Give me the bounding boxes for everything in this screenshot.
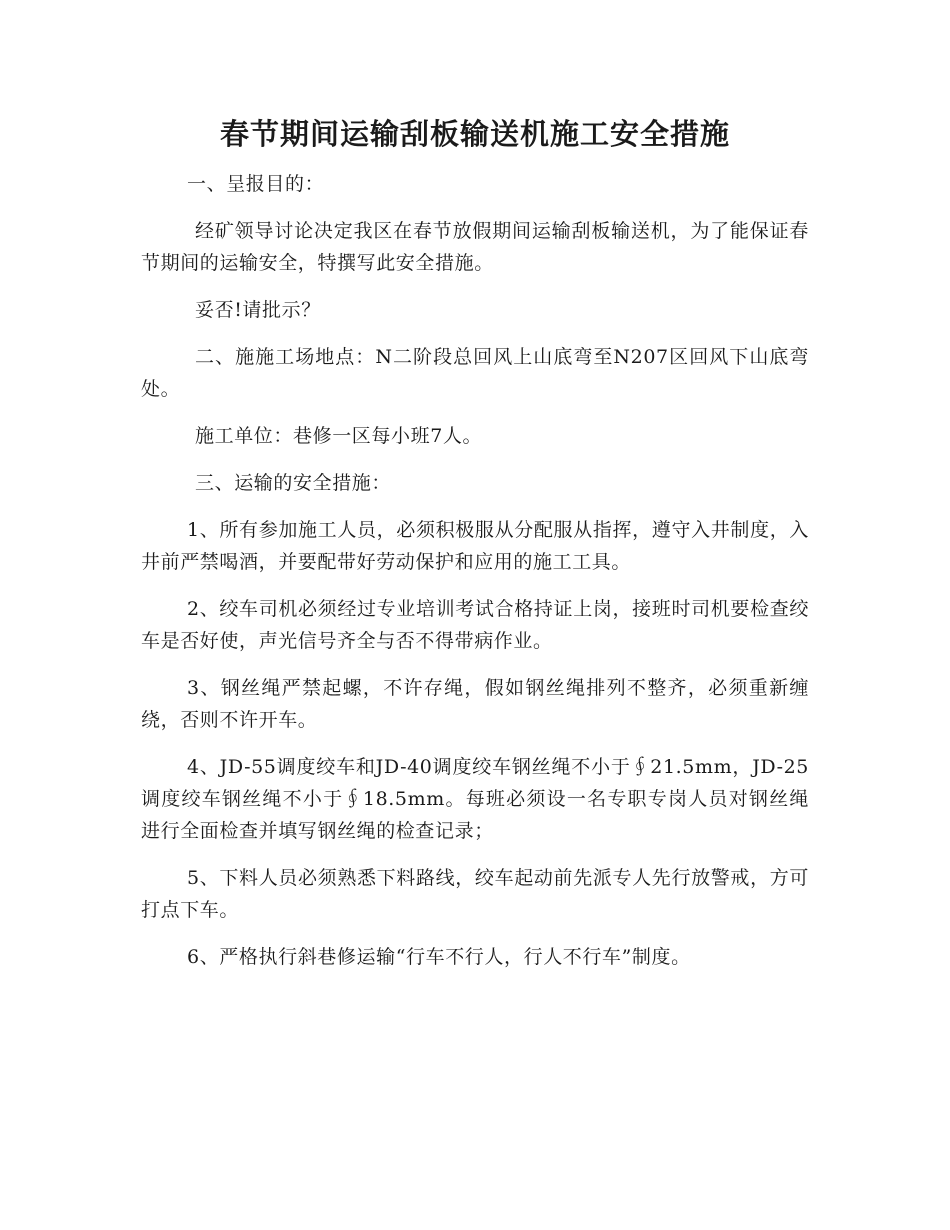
section-heading-location: 二、施施工场地点：N二阶段总回风上山底弯至N207区回风下山底弯处。 <box>141 346 809 400</box>
paragraph-approval-request: 妥否!请批示？ <box>195 299 321 321</box>
measure-item-1: 1、所有参加施工人员，必须积极服从分配服从指挥，遵守入井制度，入井前严禁喝酒，并要配带好劳动保护和应用的施工工具。 <box>141 519 809 573</box>
measure-item-2: 2、绞车司机必须经过专业培训考试合格持证上岗，接班时司机要检查绞车是否好使，声光信号齐全与否不得带病作业。 <box>141 598 809 652</box>
section-heading-purpose: 一、呈报目的： <box>187 173 325 195</box>
measure-item-6: 6、严格执行斜巷修运输“行车不行人，行人不行车”制度。 <box>187 946 691 968</box>
measure-item-3: 3、钢丝绳严禁起螺，不许存绳，假如钢丝绳排列不整齐，必须重新缠绕，否则不许开车。 <box>141 677 809 731</box>
document-title: 春节期间运输刮板输送机施工安全措施 <box>219 117 730 151</box>
measure-item-5: 5、下料人员必须熟悉下料路线，绞车起动前先派专人先行放警戒，方可打点下车。 <box>141 867 809 921</box>
measure-item-4: 4、JD-55调度绞车和JD-40调度绞车钢丝绳不小于∮21.5mm，JD-25调度绞车钢丝绳不小于∮18.5mm。每班必须设一名专职专岗人员对钢丝绳进行全面检查并填写钢丝绳的检查记录； <box>141 756 809 842</box>
paragraph-unit: 施工单位：巷修一区每小班7人。 <box>195 425 483 447</box>
document-body <box>141 168 809 988</box>
paragraph-purpose: 经矿领导讨论决定我区在春节放假期间运输刮板输送机，为了能保证春节期间的运输安全，特撰写此安全措施。 <box>141 220 809 274</box>
section-heading-measures: 三、运输的安全措施： <box>195 472 392 494</box>
